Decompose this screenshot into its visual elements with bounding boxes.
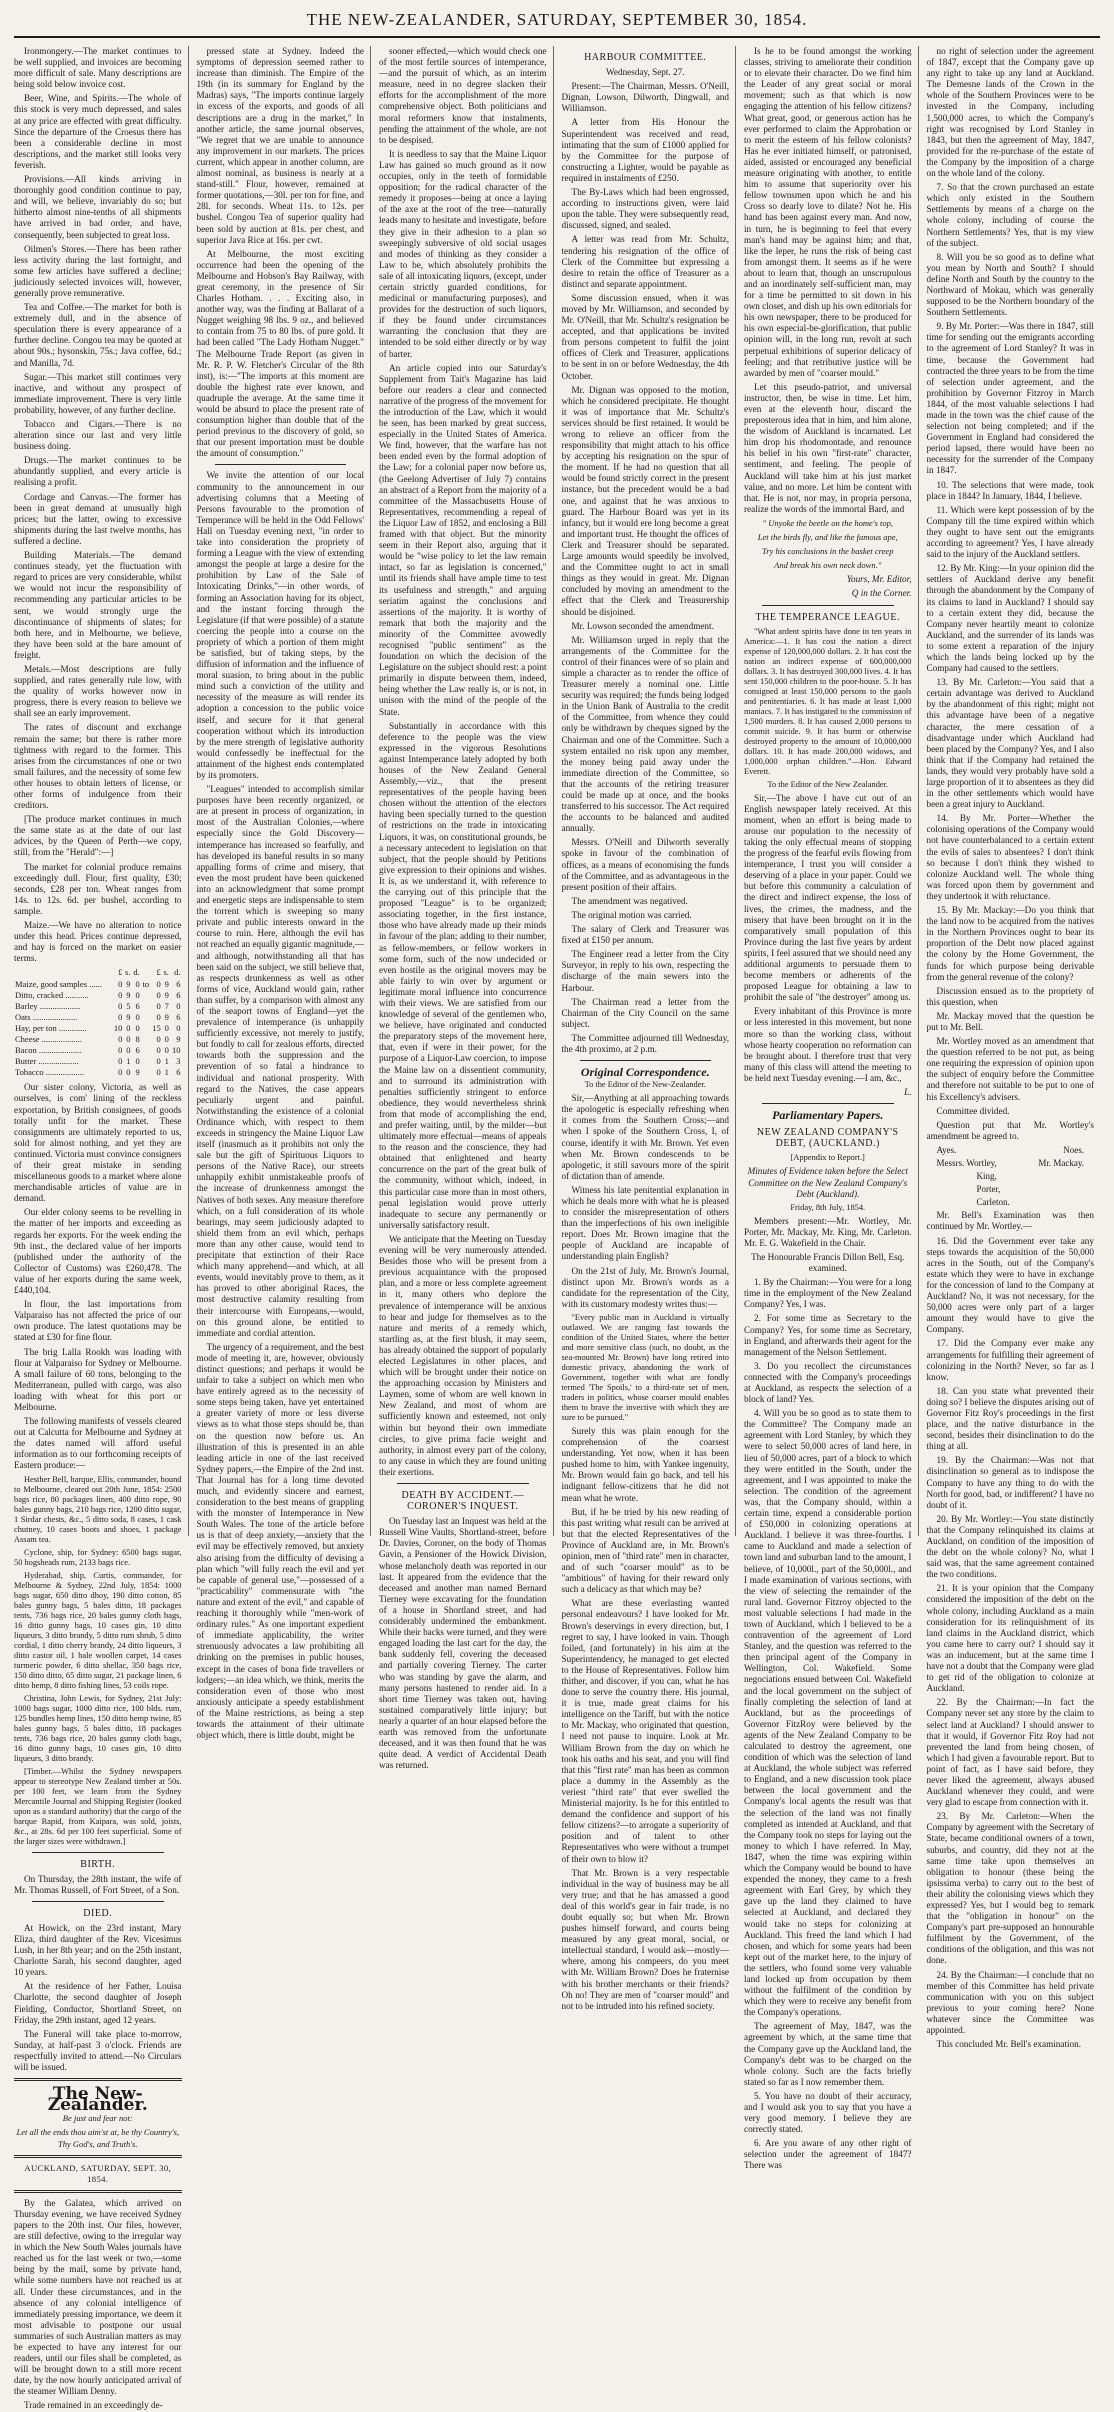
paragraph: Our elder colony seems to be revelling in the matter of her imports and exceeding as regards her exports. For the week ending the 9th inst., the declared value of her imports (published under the authority of the Collector of Customs) was £260,478. The value of her exports during the same week, £440,104.: [14, 1207, 182, 1296]
paragraph: Tobacco and Cigars.—There is no alteration since our last and very little business doing.: [14, 419, 182, 452]
paragraph: That Mr. Brown is a very respectable individual in the way of business may be all very true; and that he has amassed a good deal of this world's gear in fair trade, is no doubt equally so; but when Mr. Brown pushes himself forward, and courts being measured by any great moral, social, or intellectual standard, I would ask—mostly—where, among his compeers, do you meet with Mr. William Brown? Does he fraternise with his brother merchants or their friends? Oh no! They are men of "coarser mould" and not to be intruded into his refined society.: [561, 1867, 729, 2011]
paragraph: pressed state at Sydney. Indeed the symptoms of depression seemed rather to increase than diminish. The Empire of the 19th (in its summary for England by the Madras) says, "The imports continue largely in excess of the exports, and goods of all descriptions are a drug in the market," In another article, the same journal observes, "We regret that we are unable to announce any improvement in our markets. The prices current, which appear in another column, are almost nominal, as business is nearly at a stand-still." Flour, however, remained at former quotations,—30l. per ton for fine, and 28l. for seconds. Wheat 11s. to 12s. per bushel. Congou Tea of superior quality had been sold by auction at 81s. per chest, and superior Java Rice at 16s. per cwt.: [196, 46, 364, 245]
paragraph: Trade remained in an exceedingly de-: [24, 2400, 163, 2411]
paragraph: We anticipate that the Meeting on Tuesday evening will be very numerously attended. Besides those who will be present from a previous acquaintance with the proposed plan, and a more or less complete agreement in it, many others who deplore the prevalence of intemperance will be anxious to hear and judge for themselves as to the nature and merits of a remedy which, startling as, at the first blush, it may seem, has already obtained the support of popularly elected Legislatures in other places, and which will be brought under their notice on the approaching occasion by Ministers and Laymen, some of whom are well known in New Zealand, and most of whom are sufficiently known and esteemed, not only within but beyond their own immediate circles, to give prima facie weight and authority, in almost every part of the colony, to any cause in which they are found uniting their exertions.: [379, 1233, 547, 1477]
sub-heading: NEW ZEALAND COMPANY'S DEBT, (AUCKLAND.): [756, 1127, 899, 1150]
paragraph: 20. By Mr. Wortley:—You state distinctly that the Company relinquished its claims at Auckland, on condition of the imposition of the debt on the whole colony? No, what I said was, that the same agreement contained the two conditions.: [926, 1513, 1094, 1580]
paragraph: The market for colonial produce remains exceedingly dull. Flour, first quality, £30; seconds, £28 per ton. Wheat ranges from 14s. to 12s. 6d. per bushel, according to sample.: [14, 861, 182, 916]
death-notice: The Funeral will take place to-morrow, Sunday, at half-past 3 o'clock. Friends are respectfully invited to attend.—No Circulars will be issued.: [14, 2028, 182, 2073]
table-row: Hay, per ton ............. 10 0 0 15 0 0: [15, 1022, 181, 1033]
paragraph: [The produce market continues in much the same state as at the date of our last advices, by the Queen of Perth—we copy, still, from the "Herald":—]: [14, 814, 182, 858]
columns: [14, 46, 1100, 2411]
paragraph: Beer, Wine, and Spirits.—The whole of this stock is very much depressed, and sales at any price are effected with great difficulty. Since the departure of the Croesus there has been a considerable decline in most descriptions, and the market still looks very feverish.: [14, 93, 182, 170]
paragraph: Mr. Bell's Examination was then continued by Mr. Wortley.—: [926, 1210, 1094, 1232]
died-heading: DIED.: [83, 1907, 113, 1919]
paragraph: Discussion ensued as to the propriety of this question, when: [926, 985, 1094, 1007]
paragraph: 15. By Mr. Mackay:—Do you think that the land now to be acquired from the natives in the Northern Provinces ought to bear its proportion of the Debt now placed against the colony by the Home Government, the funds for which purpose being derivable from the general revenue of the colony?: [926, 905, 1094, 982]
paragraph: A letter from His Honour the Superintendent was received and read, intimating that the sum of £1000 applied for by the Committee for the purpose of constructing a Lighter, would be payable as required in instalments of £250.: [561, 117, 729, 183]
paragraph: Ironmongery.—The market continues to be well supplied, and invoices are becoming more difficult of sale. Many descriptions are being sold below invoice cost.: [14, 46, 182, 90]
signature: L.: [904, 1087, 912, 1098]
quote-line: Try his conclusions in the basket creep: [762, 546, 894, 557]
divider: [32, 1901, 164, 1902]
paragraph: Substantially in accordance with this deference to the people was the view expressed in the vigorous Resolutions against Intemperance lately adopted by both houses of the New Zealand General Assembly,—viz., that the present representatives of the people having been chosen without the attention of the electors having been specially turned to the question of restrictions on the trade in intoxicating Liquors, it was, on constitutional grounds, be a necessary antecedent to legislation on that subject, that the people should by Petitions give expression to their opinions and wishes. It is, as we understand it, with reference to the carrying out of this principle that the proposed "League" is to be organized; associating together, in the first instance, those who have already made up their minds in favour of the plan; adding to their number, as fellow-members, or fellow workers in some form, such of the now undecided or even hostile as the original movers may be able fairly to win over by argument or legitimate moral influence into concurrence with their views. We are satisfied from our knowledge of several of the gentlemen who, we believe, have originated and conducted the preparatory steps of the movement here, that, even if were in their power, for the purpose of a Liquor-Law coercion, to impose the Maine law on a dissentient community, and to surround its administration with penalties sufficiently stringent to enforce obedience, they would nevertheless shrink from that mode of accomplishing the end, and prefer waiting, until, by the milder—but ultimately more effectual—means of appeals to the reason and the conscience, they had obtained that enlightened and hearty concurrence on the part of the great bulk of the community, without which, indeed, in this particular case more than in most others, penal legislation would prove utterly inadequate to secure any permanently or universally satisfactory result.: [379, 720, 547, 1230]
addressee: To the Editor of the New Zealander.: [767, 779, 889, 789]
paragraph: 14. By Mr. Porter—Whether the colonising operations of the Company would not have counterbalanced to a certain extent the evils of sales to absentees? I don't think so because I don't think they wished to colonize Auckland well. The whole thing was forced upon them by government and they undertook it with reluctance.: [926, 813, 1094, 901]
paragraph: On the 21st of July, Mr. Brown's Journal, distinct upon Mr. Brown's words as a candidate for the representation of the City, with its customary modesty writes thus:—: [561, 1265, 729, 1309]
column-5: [744, 46, 919, 2171]
paragraph: Tea and Coffee.—The market for both is extremely dull, and in the absence of speculation there is every appearance of a further decline. Congou tea may be quoted at about 90s.; hysonskin, 75s.; Java coffee, 6d.; and Manilla, 7d.: [14, 302, 182, 368]
paragraph: 12. By Mr. King:—In your opinion did the settlers of Auckland derive any benefit through the abandonment by the Company of its claims to land in Auckland? I should say to a certain extent they did, because the Company never heartily meant to colonize Auckland, and the surrender of its lands was to some extent a reparation of the injury which the lands being locked up by the Company had caused to the settlers.: [926, 563, 1094, 674]
paragraph: Metals.—Most descriptions are fully supplied, and rates generally rule low, with the quality of works however now in progress, there is every reason to believe we shall see an early improvement.: [14, 663, 182, 719]
paragraph: 19. By the Chairman:—Was not that disinclination so general as to indispose the Company to have any thing to do with the North for good, bad, or indifferent? I have no doubt of it.: [926, 1455, 1094, 1510]
paragraph: 21. It is your opinion that the Company considered the imposition of the debt on the whole colony, including Auckland as a main consideration for its relinquishment of its land claims in the Auckland district, which you came here to carry out? I should say it was an inducement, but at the same time I have not a doubt that the Company were glad to get rid of the obligation to colonize at Auckland.: [926, 1583, 1094, 1694]
paragraph: 1. By the Chairman:—You were for a long time in the employment of the New Zealand Company? Yes, I was.: [744, 1277, 912, 1310]
division-row: [937, 1184, 1085, 1195]
paragraph: Mr. Mackay moved that the question be put to Mr. Bell.: [926, 1010, 1094, 1032]
table-row: Bacon .................... 0 0 6 0 0 10: [15, 1045, 181, 1056]
paragraph: Question put that Mr. Wortley's amendment be agreed to.: [926, 1119, 1094, 1141]
paragraph: But, if he be tried by his new reading of this past writing what result can be arrived at but that the elected Representatives of the Province of Auckland are, in Mr. Brown's opinion, men of "third rate" men in character, and of such "coarser mould" as to be "ambitious" of having for their reward only such a delicacy as that which may be?: [561, 1506, 729, 1595]
paragraph: Hyderabad, ship, Curtis, commander, for Melbourne & Sydney, 22nd July, 1854: 1000 bags sugar, 650 ditto dhoy, 190 ditto cotton, 85 bales gunny bags, 5 bales ditto, 18 packages tents, 736 bags rice, 20 bales gunny cloth bags, 16 ditto gunny bags, 10 cases gin, 10 ditto liqueurs, 3 ditto brandy, 5 ditto rum shrub, 5 ditto cordial, 1 ditto cherry brandy, 24 ditto liqueurs, 3 ditto castor oil, 1 bale woollen carpet, 14 cases turmeric powder, 6 ditto shellac, 350 bags rice, 150 ditto ditto, 65 ditto sugar, 21 package linen, 6 ditto hemp, 8 ditto fishing lines, 53 coils rope.: [14, 1570, 182, 1690]
paragraph: On Tuesday last an Inquest was held at the Russell Wine Vaults, Shortland-street, before Dr. Davies, Coroner, on the body of Thomas Gavin, a Pensioner of the Howick Division, whose melancholy death was reported in our last. It appeared from the evidence that the deceased and another man named Bernard Tierney were excavating for the foundation of a house in Shortland street, and had considerably undermined the embankment. While their backs were turned, and they were engaged loading the last cart for the day, the bank suddenly fell, covering the deceased and partially covering Tierney. The carter who was standing by gave the alarm, and many persons hastened to render aid. In a short time Tierney was taken out, having sustained comparatively little injury; but nearly a quarter of an hour elapsed before the earth was removed from the unfortunate deceased, and it was then found that he was quite dead. A verdict of Accidental Death was returned.: [379, 1516, 547, 1771]
paragraph: At Melbourne, the most exciting occurrence had been the opening of the Melbourne and Hobson's Bay Railway, with great ceremony, in the presence of Sir Charles Hotham. . . . Exciting also, in another way, was the finding at Ballarat of a Nugget weighing 98 lbs. 9 oz., and believed to contain from 75 to 80 lbs. of pure gold. It had been called "The Lady Hotham Nugget." The Melbourne Trade Report (as given in Mr. R. P. W. Fletcher's Circular of the 8th inst), is:—"The imports at this moment are double the highest rate ever known, and quadruple the average. At the same time it would be absurd to place the present rate of consumption higher than double that of the period previous to the discovery of gold, so that our present importation must be double the amount of consumption.": [196, 248, 364, 459]
section-heading: HARBOUR COMMITTEE.: [584, 52, 707, 63]
paragraph: [Timber.—Whilst the Sydney newspapers appear to stereotype New Zealand timber at 50s. per 100 feet, we learn from the Sydney Mercantile Journal and Shipping Register (looked upon as a standard authority) that the cargo of the barque Rapid, from Kaipara, was sold, joists, &c., at 28s. 6d per 100 feet superficial. Some of the larger sizes were withdrawn.]: [14, 1766, 182, 1846]
dateline: AUCKLAND, SATURDAY, SEPT. 30, 1854.: [24, 2162, 172, 2184]
divider: [762, 605, 894, 606]
paragraph: By the Galatea, which arrived on Thursday evening, we have received Sydney papers to the 20th inst. Our files, however, are still defective, owing to the irregular way in which the New South Wales journals have reached us for the last week or two,—some being by the mail, some by private hand, while some numbers have not reached us at all. Under these circumstances, and in the absence of any colonial intelligence of immediately pressing importance, we deem it most advisable to postpone our usual summaries of such Australian matters as may be expected to have any interest for our readers, until our files shall be completed, as will be brought down to a still more recent date, by the now hourly anticipated arrival of the steamer William Denny.: [14, 2197, 182, 2397]
paragraph: no right of selection under the agreement of 1847, except that the Company gave up any right to take up any land at Auckland. The Demesne lands of the Crown in the whole of the Southern Provinces were to be invested in the Company, including 1,500,000 acres, to which the Company's right was recognised by Lord Stanley in 1843, but then the agreement of May, 1847, provided for the re-purchase of the estate of the Company by the imposition of a charge on the whole land of the colony.: [926, 46, 1094, 179]
paragraph: sooner effected,—which would check one of the most fertile sources of intemperance,—and the pursuit of which, as an interim measure, need in no degree slacken their efforts for the accomplishment of the more comprehensive object. Both politicians and moral reformers know that instalments, pending the attainment of the whole, are not to be despised.: [379, 46, 547, 145]
paragraph: Some discussion ensued, when it was moved by Mr. Williamson, and seconded by Mr. O'Neill, that Mr. Schultz's resignation be accepted, and that applications be invited from persons competent to fulfil the joint offices of Clerk and Treasurer, applications to be sent in on or before Wednesday, the 4th October.: [561, 292, 729, 381]
divider: [32, 1852, 164, 1853]
aye-vote: Messrs. Wortley,: [936, 1158, 997, 1168]
paragraph: 13. By Mr. Carleton:—You said that a certain advantage was derived to Auckland by the abandonment of this right; might not this advantage have been of a negative character, the mere cessation of a disadvantage under which Auckland had been placed by the Company? Yes, and I also think that if the Company had retained the lands, they would very probably have sold a large proportion of it to absentees as they did in the other settlements which would have been a great injury to Auckland.: [926, 677, 1094, 810]
divider: [14, 2078, 182, 2081]
aye-vote: King,: [976, 1171, 997, 1182]
paragraph: Provisions.—All kinds arriving in thoroughly good condition continue to pay, and will, we believe, invariably do so; but hitherto almost nine-tenths of all shipments have arrived in bad order, and have, consequently, been subjected to great loss.: [14, 174, 182, 240]
paragraph: Our sister colony, Victoria, as well as ourselves, is com' lining of the reckless exportation, by British consignees, of goods totally unfit for the market. These consignments are ultimately reported to us, sold for almost nothing, and yet they are continued. Victoria must convince consigners of their great mistake in sending miscellaneous goods to a market where alone merchandisable articles of value are in demand.: [14, 1082, 182, 1204]
table-row: Maize, good samples ...... 0 9 0 to 0 9 6: [15, 978, 181, 989]
column-4: [561, 46, 737, 2011]
paragraph: The original motion was carried.: [571, 909, 692, 920]
paragraph: 5. You have no doubt of their accuracy, and I would ask you to say that you have a very good memory. I believe they are correctly stated.: [744, 2090, 912, 2135]
paragraph: Sugar.—This market still continues very inactive, and without any prospect of immediate improvement. There is very little probability, however, of any further decline.: [14, 371, 182, 415]
paragraph: What are these everlasting wanted personal endeavours? I have looked for Mr. Brown's deservings in every direction, but, I regret to say, I have looked in vain. Though foiled, (and fortunately) in his aim at the Superintendency, he managed to get elected to the House of Representatives. Follow him thither, and discover, if you can, what he has done to serve the country there. His journal, it is true, made great claims for his intelligence on the Tariff, but with the notice to Mr. Mackay, who originated that question, I need not pause to inquire. Look at Mr. William Brown from the day on which he took his oaths and his seat, and you will find that this "first rate" man has been as common place a dummy in the Assembly as the veriest "third rate" that ever swelled the Ministerial majority. Is he for this entitled to demand the confidence and support of his fellow citizens?—to arrogate a superiority of position and of talent to other Representatives who were without a trumpet of their own to blow it?: [561, 1598, 729, 1864]
death-notice: At the residence of her Father, Louisa Charlotte, the second daughter of Joseph Fielding, Conductor, Shortland Street, on Friday, the 29th instant, aged 12 years.: [14, 1981, 182, 2025]
paragraph: 4. Will you be so good as to state them to the Committee? The Company made an agreement with Lord Stanley, by which they were to select 50,000 acres of land here, in lieu of 50,000 acres, part of a block to which they were entitled in the South, under the agreement, and I was appointed to make the selection. The condition of the agreement was, that the Company should, within a certain time, expend a considerable portion of £50,000 in colonizing operations at Auckland. I believe it was three-fourths. I came to Auckland and made a selection of town land and suburban land to the amount, I believe, of 10,000l., part of the 50,000l., and I made examination of various sections, with the view of selecting the remainder of the rural land. Governor Fitzroy objected to the most valuable selections I had made in the town of Auckland, which I believed to be a contravention of the agreement of Lord Stanley, and the question was referred to the then principal agent of the Company in Wellington, Col. Wakefield. Some negociations ensued between Col. Wakefield and the local government on the subject of finally completing the selection of land at Auckland, but as the proceedings of Governor FitzRoy were believed by the agents of the New Zealand Company to be calculated to destroy the agreement, one condition of which was the selection of land at Auckland, the whole subject was referred to England, and a new discussion took place between the local government and the Company's local agents the result was that the selection of the land was not finally completed as intended at Auckland, and that the Company took no steps for laying out the money to which I have referred. In May, 1847, when the time was expiring within which the Company would be bound to have expended the money, they came to a fresh agreement with Earl Grey, by which they gave up the land they claimed to have selected at Auckland, and declared they would take no steps for colonizing at Auckland. This freed the land which I had chosen, and which for some years had been kept out of the market here, to the injury of the settlers, who found some very valuable land locked up from occupation by them without the fulfilment of the condition by which they were to receive any benefit from the Company's operations.: [744, 1408, 912, 2018]
noes-heading: Noes.: [1063, 1144, 1084, 1155]
masthead: [14, 10, 1100, 38]
price-table-header: £ s. d. £ s. d.: [118, 967, 181, 978]
quote-line: Let the birds fly, and like the famous ape,: [757, 532, 898, 543]
birth-heading: BIRTH.: [80, 1858, 116, 1870]
table-row: Barley ................... 0 5 6 0 7 0: [15, 1000, 181, 1011]
paragraph: The Committee adjourned till Wednesday, the 4th proximo, at 2 p.m.: [561, 1032, 729, 1054]
paragraph: The agreement of May, 1847, was the agreement by which, at the same time that the Company gave up the Auckland land, the Company's debt was to be charged on the whole colony. Such are the facts briefly stated so far as I now remember them.: [744, 2021, 912, 2087]
paragraph: "What ardent spirits have done in ten years in America:—1. It has cost the nation a direct expense of 120,000,000 dollars. 2. It has cost the nation an indirect expense of 600,000,000 dollars. 3. It has destroyed 300,000 lives. 4. It has sent 150,000 children to the poor-house. 5. It has consigned at least 150,000 persons to the gaols and penitentiaries. 6. It has made at least 1,000 maniacs. 7. It has instigated to the commission of 1,500 murders. 8. It has caused 2,000 persons to commit suicide. 9. It has burnt or otherwise destroyed property to the amount of 10,000,000 dollars. 10. It has made 200,000 widows, and 1,000,000 orphan children."—Hon. Edward Everett.: [744, 626, 912, 776]
newspaper-nameplate: The New-Zealander.: [47, 2084, 148, 2116]
paragraph: 22. By the Chairman:—In fact the Company never set any store by the claim to select land at Auckland? I should answer to that it would, if Governor Fitz Roy had not prevented the land from being chosen, of which I had given a favourable report. But to point of fact, as I have said before, they never liked the agreement, always abused Auckland whenever they could, and were very glad to escape from connection with it.: [926, 1697, 1094, 1808]
paragraph: "Leagues" intended to accomplish similar purposes have been recently organized, or are at present in process of organization, in most of the Australian Colonies,—where especially since the Gold Discovery—intemperance has increased so fearfully, and has developed its baneful results in so many appalling forms of crime and misery, that even the most prudent have been quickened into an acknowledgment that some prompt and energetic steps are indispensable to stem the torrent which is sweeping so many private and public interests onward in the course to ruin. Here, although the evil has not reached an equally gigantic magnitude,—and although, notwithstanding all that has been said on the subject, we still believe that, as respects drunkenness as well as other forms of vice, Auckland would gain, rather than suffer, by a comparison with almost any of the seaport towns of England—yet the prevalence of intemperance (is unhappily sufficiently excessive, not merely to justify, but fondly to call for zealous efforts, directed towards both the suppression and the prevention of so fatal a hindrance to individual and national prosperity. With regard to the Natives, the case appears peculiarly urgent and painful. Notwithstanding the existence of a colonial Ordinance which, with respect to them exceeds in stringency the Maine Liquor Law itself (inasmuch as it prohibits not only the sale but the gift of Spirituous Liquors to persons of the Native Race), our streets unhappily exhibit unmistakeable proofs of the increase of drunkenness amongst the Natives of both sexes. Any measure therefore which, on a full consideration of its whole bearings, may seem judiciously adapted to shield them from an evil which, perhaps more than any other cause, would tend to precipitate that extinction of their Race which many apprehend—and which, at all events, would inevitably prove to them, as it has proved to other aboriginal Races, the most destructive calamity resulting from their intercourse with Europeans,—would, on this ground alone, be entitled to immediate and cordial attention.: [196, 784, 364, 1338]
paragraph: The brig Lalla Rookh was loading with flour at Valparaiso for Sydney or Melbourne. A small failure of 60 tons, belonging to the Mediterranean, pulled with cargo, was also loading with wheat for this port or Melbourne.: [14, 1346, 182, 1412]
motto: Be just and fear not:: [62, 2113, 133, 2124]
paragraph: "Every public man in Auckland is virtually outlawed. We are ranging fast towards the condition of the United States, where the better and more sensitive class (such, no doubt, as the sea-mounted Mr. Brown) have long retired into domestic privacy, abandoning the work of Government, together with what are fondly termed 'The Spoils,' to a third-rate set of men, traders in politics, whose coarser mould enables them to brave the invective with which they are sure to be pursued.": [561, 1312, 729, 1422]
paragraph: Is he to be found amongst the working classes, striving to ameliorate their condition or to elevate their character. Do we find him the Leader of any great social or moral movement; such as that which is now engaging the attention of his fellow citizens? What great, good, or generous action has he ever performed to claim the Approbation or to merit the esteem of his fellow colonists? Has he ever initiated himself, or patronised, aided, assisted or encouraged any beneficial measure originating with another, to entitle him to assume that superiority over his fellow townsmen upon which he and his Cross so dearly love to dilate? Not he. His hand has been against every man. And now, in turn, he is beginning to feel that every man's hand may be against him; and that, like the leper, he runs the risk of being cast from amongst them. It seems as if he were about to learn that, though an unscrupulous and an inordinately self-sufficient man, may for a time be permitted to sit down in his own closet, and dish up his own editorials for his own newspaper, there to be produced for his own especial-be-glorification, that public opinion will, in the long run, revolt at such perpetual exhibitions of superior delicacy of feeling; and that retributive justice will be awarded by men of "coarser mould.": [744, 46, 912, 378]
noe-vote: Mr. Mackay.: [1038, 1158, 1084, 1168]
paragraph: The By-Laws which had been engrossed, according to instructions given, were laid upon the table. They were subsequently read, discussed, signed, and sealed.: [561, 187, 729, 231]
paragraph: 16. Did the Government ever take any steps towards the acquisition of the 50,000 acres in the South, out of the Company's estate which they were to have in exchange for the concession of land to the Company at Auckland? No, it was not necessary, for the 50,000 acres were only part of a larger amount they would have to give the Company.: [926, 1235, 1094, 1335]
paragraph: Maize.—We have no alteration to notice under this head. Prices continue depressed, and hay is forced on the market on easier terms.: [14, 920, 182, 964]
signature: Q in the Corner.: [851, 588, 912, 599]
death-notice: At Howick, on the 23rd instant, Mary Eliza, third daughter of the Rev. Vicesimus Lush, in her 8th year; and on the 25th instant, Charlotte Sarah, his second daughter, aged 10 years.: [14, 1922, 182, 1978]
quote-line: And break his own neck down.": [774, 560, 882, 571]
minutes-title: Minutes of Evidence taken before the Select Committee on the New Zealand Company's Debt (Auckland).: [747, 1166, 908, 1199]
divider: [762, 1103, 894, 1104]
table-row: Oats ..................... 0 9 0 0 9 6: [15, 1011, 181, 1022]
divider: [580, 1060, 712, 1061]
paragraph: 3. Do you recollect the circumstances connected with the Company's proceedings at Auckland, as respects the selection of a block of land? Yes.: [744, 1360, 912, 1405]
signature: Yours, Mr. Editor,: [846, 574, 912, 585]
paragraph: In flour, the last importations from Valparaiso has not affected the price of our own produce. The latest quotations may be stated at £30 for fine flour.: [14, 1299, 182, 1343]
quote-line: " Unyoke the beetle on the home's top,: [762, 517, 893, 528]
paragraph: Witness his late penitential explanation in which he deals more with what he is pleased to consider the misrepresentation of others than the imperfections of his own ineligible report. Does Mr. Brown imagine that the people of Auckland are incapable of understanding plain English?: [561, 1184, 729, 1262]
table-row: Tobacco .................. 0 0 9 0 1 6: [15, 1067, 181, 1078]
paragraph: 11. Which were kept possession of by the Company till the time expired within which they ought to have sent out the emigrants according to agreement? Yes, I have already said to the injury of the Auckland settlers.: [926, 504, 1094, 560]
paragraph: An article copied into our Saturday's Supplement from Tait's Magazine has laid before our readers a clear and connected narrative of the progress of the movement for the introduction of the Law, which it would be seen, has been marked by great success, especially in the United States of America. We find, however, that the warfare has not been ended even by the formal adoption of the Law; for a colonial paper now before us, (the Geelong Advertiser of July 7) contains an abstract of a Report from the majority of a committee of the Massachusetts House of Representatives, recommending a repeal of the Liquor Law of 1852, and enclosing a Bill framed with that object. But the minority seem in their Report also, arguing that it would be "wise policy to let the law remain intact, so far as legislation is concerned," until its friends shall have ample time to test its usefulness and strength," and arguing seriatim against the conclusions and assertions of the majority. It is worthy of remark that both the majority and the minority of the Committee avowedly recognised "public sentiment" as the foundation on which the decision of the Legislature on the subject should rest: a point primarily in dispute between them, indeed, being whether the Law really is, or is not, in unison with the mind of the people of the State.: [379, 362, 547, 717]
table-row: Cheese ................... 0 0 8 0 0 9: [15, 1033, 181, 1044]
aye-vote: Carleton.: [976, 1197, 1010, 1208]
paragraph: 9. By Mr. Porter:—Was there in 1847, still time for sending out the emigrants according to the agreement of Lord Stanley? It was in time, because the Government had contracted the three years to be from the time of selection under agreement, and the prohibition by Governor Fitzroy in March 1844, of the most valuable selections I had made in the town was the chief cause of the selection not being completed; and if the Government in England had considered the period lapsed, there would have been no necessity for the surrender of the Company in 1847.: [926, 321, 1094, 476]
birth-notice: On Thursday, the 28th instant, the wife of Mr. Thomas Russell, of Fort Street, of a Son.: [14, 1873, 182, 1895]
paragraph: Drugs.—The market continues to be abundantly supplied, and every article is realising a profit.: [14, 455, 182, 488]
paragraph: The Honourable Francis Dillon Bell, Esq. examined.: [751, 1251, 905, 1274]
divider: [14, 2190, 182, 2193]
aye-vote: Porter,: [976, 1184, 1001, 1195]
masthead-title: THE NEW-ZEALANDER, SATURDAY, SEPTEMBER 30, 1854.: [306, 10, 808, 29]
paragraph: Present:—The Chairman, Messrs. O'Neill, Dignan, Lowson, Dilworth, Dingwall, and Williamson.: [561, 81, 729, 114]
addressee: To the Editor of the New-Zealander.: [584, 1080, 706, 1090]
paragraph: 7. So that the crown purchased an estate which only existed in the Southern Settlements by means of a charge on the whole colony, including of course the Northern Settlements? Yes, that is my view of the subject.: [926, 182, 1094, 248]
paragraph: Sir,—Anything at all approaching towards the apologetic is especially refreshing when it comes from the Southern Cross;—and when I spoke of the Southern Cross, I, of course, identify it with Mr. Brown. Yet even when Mr. Brown condescends to be apologetic, it still savours more of the spirit of dictation than of amende.: [561, 1093, 729, 1181]
paragraph: 2. For some time as Secretary to the Company? Yes, for some time as Secretary, in England, and afterwards their agent for the management of the Nelson Settlement.: [744, 1313, 912, 1357]
paragraph: 24. By the Chairman:—I conclude that no member of this Committee has held private communication with you on this subject previous to your coming here? None whatever since the Committee was appointed.: [926, 1969, 1094, 2036]
paragraph: A letter was read from Mr. Schultz, tendering his resignation of the office of Clerk of the Committee but expressing a desire to retain the office of Treasurer as a distinct and separate appointment.: [561, 234, 729, 289]
division-row: [937, 1171, 1085, 1182]
paragraph: Committee divided.: [936, 1105, 1010, 1116]
column-3: [379, 46, 554, 1771]
division-heading: [937, 1145, 1085, 1156]
paragraph: Sir,—The above I have cut out of an English newspaper lately received. At this moment, when an effort is being made to arouse our population to the necessity of taking the only effectual means of stopping the progress of the fearful evils flowing from intemperance, I trust you will consider a deserving of a place in your paper. Could we but before this community a calculation of the direct and indirect expense, the loss of lives, the crimes, the madness, and the misery that have been brought on it in the comparatively small population of this Province during the last five years by ardent spirits, I feel assured that we should need any additional arguments to persuade them to become members or adherents of the proposed League for obtaining a law to prohibit the sale of "the destroyer" among us.: [744, 792, 912, 1003]
section-heading: THE TEMPERANCE LEAGUE.: [755, 611, 900, 623]
division-row: [937, 1158, 1085, 1169]
paragraph: We invite the attention of our local community to the announcement in our advertising columns that a Meeting of Persons favourable to the promotion of Temperance will be held in the Odd Fellows' Hall on Tuesday evening next, "in order to take into consideration the propriety of forming a League with the view of extending amongst the people at large a desire for the prohibition by Law of the Sale of Intoxicating Drinks,"—in other words, of forming an Association having for its object, and the instant forcing through the Legislature (if that were possible) of a statute coercing the people into a course on the propriety of which a portion of them might be satisfied, but of taking steps, by the diffusion of information and the influence of moral suasion, to bring about in the public mind such a conviction of the utility and necessity of the measure as will render its adoption a concession to the public voice itself, and secure for it that general cooperation without which its introduction by the mere strength of legislative authority would confessedly be ineffectual for the attainment of the highest ends contemplated by its promoters.: [196, 470, 364, 780]
paragraph: Cordage and Canvas.—The former has been in great demand at unusually high prices; but the latter, owing to excessive shipments during the last twelve months, has suffered a decline.: [14, 491, 182, 546]
paragraph: The Engineer read a letter from the City Surveyor, in reply to his own, respecting the discharge of the main sewers into the Harbour.: [561, 949, 729, 993]
paragraph: The amendment was negatived.: [571, 895, 688, 906]
paragraph: The urgency of a requirement, and the best mode of meeting it, are, however, obviously distinct questions; and perhaps it would be unfair to take a subject on which men who have entirely agreed as to the necessity of some steps being taken, have yet entertained a greater variety of more or less diverse views as to what those steps should be, than on the question now before us. An illustration of this is presented in an able leading article in one of the last received Sydney papers,—the Empire of the 2nd inst. That Journal has for a long time devoted much, and evidently sincere and earnest, consideration to the best means of grappling with the monster of Intemperance in New South Wales. The tone of the article before us is that of deep anxiety,—anxiety that the evil may be effectively removed, but anxiety also arising from the difficulty of devising a plan which "will fully reach the evil and yet be capable of general use,"—possessed of a "practicability" commensurate with "the nature and extent of the evil," and capable of reaching it thoroughly while "men-work of ordinary rules." As one important expedient of immediate applicability, the writer strenuously advocates a law prohibiting all drinking on the premises in public houses, except in the cases of bona fide travellers or lodgers;—an idea which, we think, merits the consideration even of those who most anxiously anticipate a speedy establishment of the Maine restrictions, as being a step towards the attainment of their ultimate object which, there is little doubt, might be: [196, 1341, 364, 1741]
paragraph: Oilmen's Stores.—There has been rather less activity during the last fortnight, and some few articles have suffered a decline; judiciously selected invoices will, however, generally prove remunerative.: [14, 243, 182, 298]
paragraph: Mr. Wortley moved as an amendment that the question referred to be not put, as being one requiring the expression of opinion upon the subject of enquiry before the Committee and therefore not suitable to be put to one of his Excellency's advisers.: [926, 1036, 1094, 1102]
column-2: [196, 46, 372, 1741]
paragraph: Christina, John Lewis, for Sydney, 21st July: 1000 bags sugar, 1000 ditto rice, 100 blds. rum, 125 bundles hemp lines, 150 ditto hemp twine, 85 bales gunny bags, 5 bales ditto, 18 packages tents, 736 bags rice, 20 bales gunny cloth bags, 16 ditto gunny bags, 10 cases gin, 10 ditto liqueurs, 3 ditto brandy.: [14, 1693, 182, 1763]
appendix-label: [Appendix to Report.]: [790, 1153, 865, 1163]
column-6: [926, 46, 1101, 2050]
section-heading: DEATH BY ACCIDENT.—CORONER'S INQUEST.: [401, 1490, 525, 1513]
table-row: Ditto, cracked ........... 0 9 0 0 9 6: [15, 989, 181, 1000]
paragraph: 10. The selections that were made, took place in 1844? In January, 1844, I believe.: [926, 479, 1094, 501]
column-1: [14, 46, 189, 2411]
paragraph: The following manifests of vessels cleared out at Calcutta for Melbourne and Sydney at the dates named will afford useful information as to our forthcoming receipts of Eastern produce:—: [14, 1416, 182, 1471]
divider: [397, 1483, 529, 1484]
paragraph: Mr. Williamson urged in reply that the arrangements of the Committee for the control of their finances were of so plain and simple a character as to render the office of Treasurer merely a nominal one. Little security was required; the funds being lodged in the Union Bank of Australia to the credit of the Committee, from whence they could only be withdrawn by cheques signed by the Chairman and one of the Committee. Such a system entailed no risk upon any member, the money being paid away under the immediate direction of the Committee, so that the accounts of the retiring treasurer could be made up at once, and the books transferred to his successor. The Act required the accounts to be balanced and audited annually.: [561, 634, 729, 834]
paragraph: 18. Can you state what prevented their doing so? I believe the disputes arising out of Governor Fitz Roy's proceedings in the first place, and the native disturbance in the second, besides their disinclination to do the thing at all.: [926, 1385, 1094, 1452]
paragraph: Surely this was plain enough for the comprehension of the coarsest understanding. Yet now, when it has been pushed home to him, with Yankee ingenuity, Mr. Brown would fain go back, and tell his indignant fellow-citizens that he did not mean what he wrote.: [561, 1425, 729, 1503]
paragraph: The salary of Clerk and Treasurer was fixed at £150 per annum.: [561, 924, 729, 946]
ayes-heading: Ayes.: [936, 1144, 957, 1155]
paragraph: 17. Did the Company ever make any arrangements for fulfilling their agreement of colonizing in the North? Never, so far as I know.: [926, 1338, 1094, 1382]
paragraph: Mr. Dignan was opposed to the motion, which he considered precipitate. He thought it was of importance that Mr. Schultz's services should be first retained. It would be wrong to relieve an officer from the responsibility that might attach to his office by accepting his resignation on the spur of the moment. If he had no question that all would be found strictly correct in the present instance, but the precedent would be a bad one, and against that he was anxious to guard. The Harbour Board was yet in its infancy, but it would ere long become a great and important trust. He thought the offices of Clerk and Treasurer should be separated. Large amounts would speedily be involved, and the Committee ought to act in small things as they would in great. Mr. Dignan concluded by moving an amendment to the effect that the Clerk and Treasurership should be disjoined.: [561, 384, 729, 617]
paragraph: Hesther Bell, barque, Ellis, commander, bound to Melbourne, cleared out 20th June, 1854: 2500 bags rice, 80 packages linen, 400 ditto rope, 90 bales gunny bags, 210 bags rice, 1200 ditto sugar, 1 Sirdar chests, &c., 5 ditto soda, 8 cases, 1 cask chutney, 10 cases boots and shoes, 1 package Assam tea.: [14, 1474, 182, 1544]
motto: Let all the ends thou aim'st at, be thy Country's, Thy God's, and Truth's.: [16, 2127, 180, 2149]
price-table: [14, 967, 182, 1078]
section-heading: Original Correspondence.: [580, 1065, 710, 1080]
section-date: Wednesday, Sept. 27.: [605, 67, 685, 78]
paragraph: 6. Are you aware of any other right of selection under the agreement of 1847? There was: [744, 2138, 912, 2171]
divider: [14, 2155, 182, 2158]
table-row: Butter ................... 0 1 0 0 1 3: [15, 1056, 181, 1067]
paragraph: 8. Will you be so good as to define what you mean by North and South? I should define North and South by the country to the Northward of Mokau, which was generally supposed to be the Northern boundary of the Southern Settlements.: [926, 251, 1094, 318]
minutes-date: Friday, 8th July, 1854.: [790, 1202, 866, 1212]
paragraph: Messrs. O'Neill and Dilworth severally spoke in favour of the combination of offices, as a means of economising the funds of the Committee, and as advantageous in the present position of their affairs.: [561, 837, 729, 892]
paragraph: Let this pseudo-patriot, and universal instructor, then, be wise in time. Let him, even at the eleventh hour, discard the preposterous idea that in him, and him alone, the wisdom of Auckland is incarnated. Let him drop his rhodomontade, and renounce his belief in his own "first-rate" character, sentiment, and feeling. The people of Auckland will take him at his just market value, and no more. Let him be content with that. He is not, nor may, in propria persona, realize the words of the immortal Bard, and: [744, 381, 912, 514]
paragraph: Members present:—Mr. Wortley, Mr. Porter, Mr. Mackay, Mr. King, Mr. Carleton. Mr. E. G. Wakefield in the Chair.: [744, 1215, 912, 1248]
paragraph: The rates of discount and exchange remain the same; but there is rather more tightness with regard to the former. This arises from the circumstances of one or two small failures, and the necessity of some few other houses to obtain letters of license, or other forms of indulgence from their creditors.: [14, 722, 182, 811]
paragraph: Every inhabitant of this Province is more or less interested in this movement, but none more so than the working class, without whose hearty cooperation no reformation can be brought about. I therefore trust that very many of this class will attend the meeting to be held next Tuesday evening.—I am, &c.,: [744, 1006, 912, 1083]
paragraph: Cyclone, ship, for Sydney: 6500 bags sugar, 50 hogsheads rum, 2133 bags rice.: [14, 1547, 182, 1567]
section-heading: Parliamentary Papers.: [772, 1108, 884, 1123]
paragraph: 23. By Mr. Carleton:—When the Company by agreement with the Secretary of State, became conditional owners of a town, suburbs, and country, did they not at the same time take upon themselves an obligation to honour (these being the ipsissima verba) to carry out to the best of their ability the colonising views which they expressed? Yes, but I would beg to remark that the "obligation in honour" on the Company's part pre-supposed an honourable fulfilment by the Government, of the conditions of the obligation, and this was not done.: [926, 1811, 1094, 1966]
divider: [215, 464, 347, 465]
paragraph: The Chairman read a letter from the Chairman of the City Council on the same subject.: [561, 996, 729, 1029]
paragraph: Mr. Lowson seconded the amendment.: [571, 620, 714, 631]
paragraph: Building Materials.—The demand continues steady, yet the fluctuation with regard to prices are very considerable, whilst we would not incur the responsibility of recommending any particular articles to be sent, we would strongly urge the discontinuance of shipments of slates; for both here, and in Melbourne, we believe, they have been sold at the bare amount of freight.: [14, 550, 182, 660]
paragraph: It is needless to say that the Maine Liquor Law has gained so much ground as it now occupies, only in the teeth of formidable opposition; for the radical character of the remedy it proposes—being at once a laying of the axe at the root of the tree—naturally leads many to hesitate and investigate, before they give in their adhesion to a plan so sweepingly subversive of old social usages and modes of thinking as they consider a Law to be, which absolutely prohibits the sale of all intoxicating liquors, (except, under certain strictly guarded conditions, for medicinal or manufacturing purposes), and provides for the destruction of such liquors, if they be found under circumstances warranting the conclusion that they are intended to be sold either directly or by way of barter.: [379, 148, 547, 359]
paragraph: This concluded Mr. Bell's examination.: [936, 2039, 1082, 2050]
division-row: [937, 1197, 1085, 1208]
